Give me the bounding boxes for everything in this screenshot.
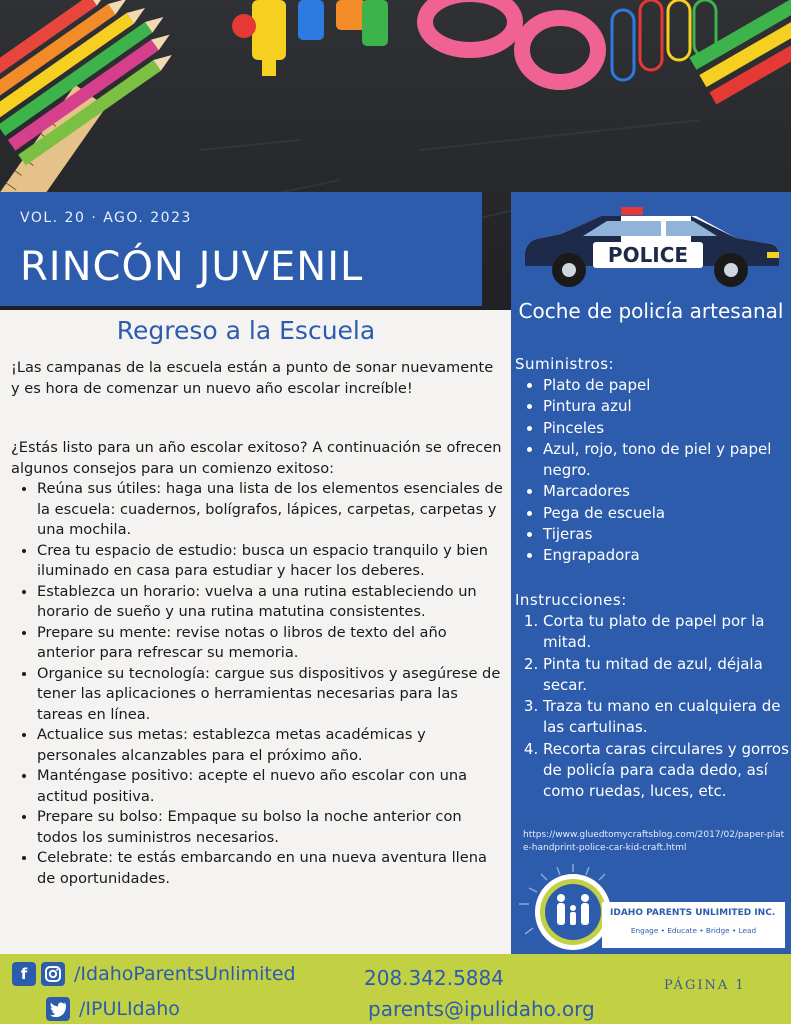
organization-tagline: Engage • Educate • Bridge • Lead: [630, 926, 757, 935]
list-item: • Azul, rojo, tono de piel y papel negro.: [543, 439, 787, 482]
volume-date: VOL. 20 · AGO. 2023: [20, 210, 192, 226]
craft-title: Coche de policía artesanal: [518, 299, 784, 323]
article-title: Regreso a la Escuela: [116, 316, 376, 345]
list-item: • Prepare su bolso: Empaque su bolso la noche anterior con todos los suministros necesarios.: [37, 807, 506, 848]
email-address[interactable]: parents@ipulidaho.org: [368, 997, 595, 1021]
list-item: 2. Pinta tu mitad de azul, déjala secar.: [543, 654, 791, 697]
newsletter-title: RINCÓN JUVENIL: [20, 244, 364, 290]
list-item: • Engrapadora: [543, 545, 787, 566]
social-handle-facebook[interactable]: /IdahoParentsUnlimited: [74, 963, 296, 985]
list-item: • Crea tu espacio de estudio: busca un espacio tranquilo y bien iluminado en casa para estudiar y hacer los deberes.: [37, 541, 506, 582]
list-item: • Marcadores: [543, 481, 787, 502]
list-item: 4. Recorta caras circulares y gorros de policía para cada dedo, así como ruedas, luces, etc.: [543, 739, 791, 803]
list-item: • Plato de papel: [543, 375, 787, 396]
list-item: • Pintura azul: [543, 396, 787, 417]
social-handle-twitter[interactable]: /IPULIdaho: [79, 998, 180, 1020]
supplies-list: [515, 375, 787, 567]
list-item: • Prepare su mente: revise notas o libros de texto del año anterior para refrescar su memoria.: [37, 623, 506, 664]
list-item: • Establezca un horario: vuelva a una rutina estableciendo un horario de sueño y una rutina matutina consistentes.: [37, 582, 506, 623]
instructions-heading: Instrucciones:: [515, 591, 627, 609]
list-item: • Actualice sus metas: establezca metas académicas y personales alcanzables para el próximo año.: [37, 725, 506, 766]
article-lead: ¿Estás listo para un año escolar exitoso? A continuación se ofrecen algunos consejos para un comienzo exitoso:: [11, 439, 502, 477]
social-row-facebook-instagram: [12, 962, 296, 986]
list-item: 3. Traza tu mano en cualquiera de las cartulinas.: [543, 696, 791, 739]
list-item: • Manténgase positivo: acepte el nuevo año escolar con una actitud positiva.: [37, 766, 506, 807]
list-item: 1. Corta tu plato de papel por la mitad.: [543, 611, 791, 654]
list-item: • Pega de escuela: [543, 503, 787, 524]
instructions-list: [515, 611, 791, 803]
organization-name: IDAHO PARENTS UNLIMITED: [610, 908, 752, 918]
social-row-twitter: [46, 997, 180, 1021]
footer: [0, 954, 791, 1024]
police-car-icon: [521, 204, 783, 294]
instagram-icon[interactable]: [41, 962, 65, 986]
page-number: PÁGINA 1: [664, 978, 746, 993]
organization-badge: [602, 902, 785, 948]
article-intro: ¡Las campanas de la escuela están a punto de sonar nuevamente y es hora de comenzar un nuevo año escolar increíble!: [11, 359, 494, 397]
facebook-icon[interactable]: f: [12, 962, 36, 986]
list-item: • Celebrate: te estás embarcando en una nueva aventura llena de oportunidades.: [37, 848, 506, 889]
twitter-icon[interactable]: [46, 997, 70, 1021]
title-banner: [0, 192, 482, 306]
list-item: • Organice su tecnología: cargue sus dispositivos y asegúrese de tener las aplicaciones o herramientas necesarias para las tareas en línea.: [37, 664, 506, 726]
list-item: • Pinceles: [543, 418, 787, 439]
phone-number[interactable]: 208.342.5884: [364, 966, 504, 990]
tips-list: [11, 479, 506, 889]
source-link[interactable]: https://www.gluedtomycraftsblog.com/2017/02/paper-plate-handprint-police-car-kid-craft.html: [523, 830, 785, 853]
supplies-heading: Suministros:: [515, 355, 615, 373]
list-item: • Tijeras: [543, 524, 787, 545]
police-label: POLICE: [607, 243, 689, 267]
organization-suffix: INC.: [754, 908, 776, 918]
craft-sidebar: [511, 192, 791, 954]
list-item: • Reúna sus útiles: haga una lista de los elementos esenciales de la escuela: cuadernos, bolígrafos, lápices, carpetas, carpetas y una mochila.: [37, 479, 506, 541]
